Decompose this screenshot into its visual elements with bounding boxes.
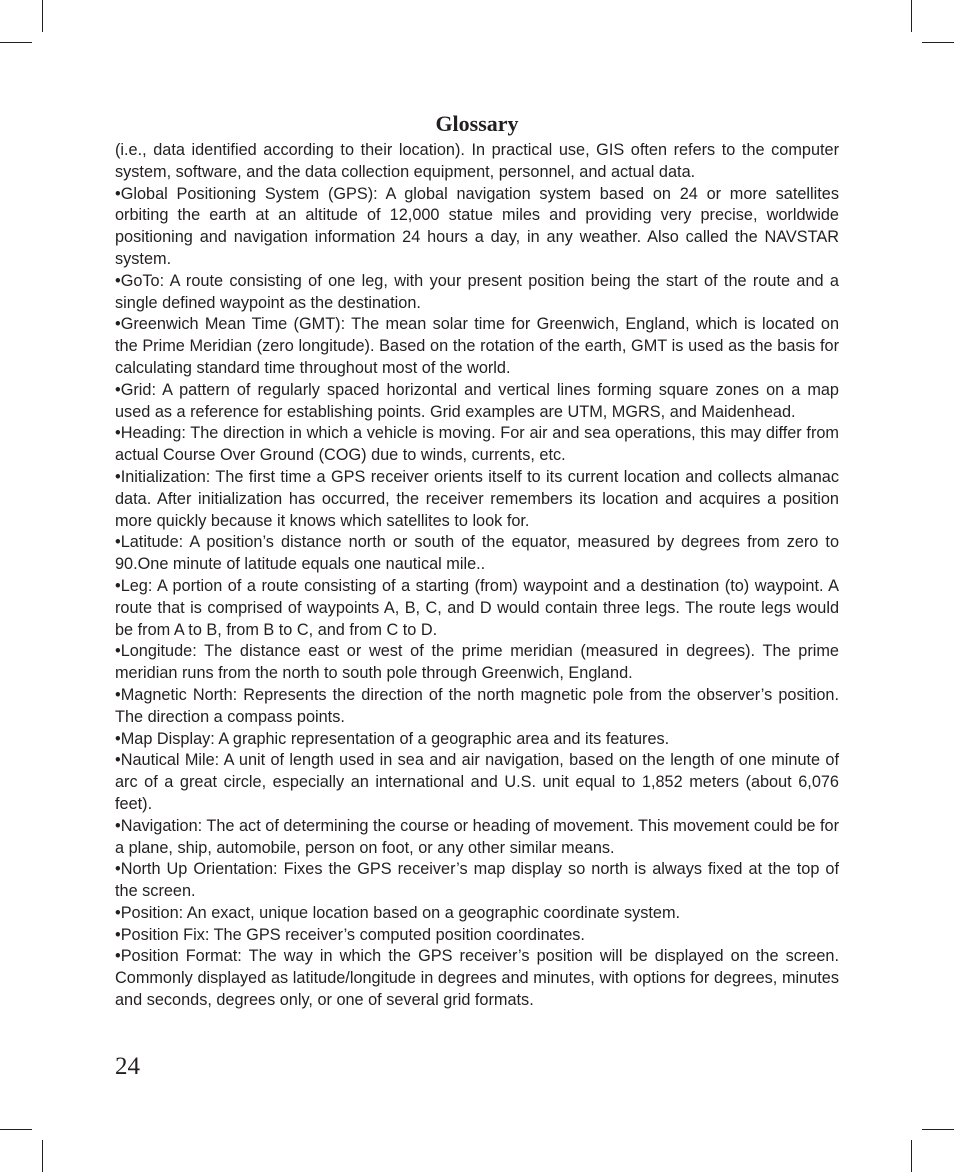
- glossary-entry-map-display: •Map Display: A graphic representation of a geographic area and its features.: [115, 729, 670, 748]
- page-number: 24: [115, 1053, 140, 1080]
- glossary-entry-latitude: •Latitude: A position’s distance north or south of the equator, measured by degrees from zero to 90.One minute of latitude equals one nautical mile..: [115, 533, 839, 574]
- glossary-entry-position-format: •Position Format: The way in which the GPS receiver’s position will be displayed on the screen. Commonly displayed as latitude/longitude in degrees and minutes, with options for degrees, minutes and seconds, degrees only, or one of several grid formats.: [115, 947, 839, 1010]
- glossary-entry-gis-continued: (i.e., data identified according to their location). In practical use, GIS often refers to the computer system, software, and the data collection equipment, personnel, and actual data.: [115, 141, 839, 181]
- glossary-entry-position: •Position: An exact, unique location based on a geographic coordinate system.: [115, 903, 681, 922]
- crop-mark-top-right-vertical: [911, 0, 912, 32]
- glossary-entry-goto: •GoTo: A route consisting of one leg, with your present position being the start of the route and a single defined waypoint as the destination.: [115, 271, 839, 312]
- glossary-entry-heading: •Heading: The direction in which a vehicle is moving. For air and sea operations, this may differ from actual Course Over Ground (COG) due to winds, currents, etc.: [115, 424, 839, 465]
- glossary-entry-north-up-orientation: •North Up Orientation: Fixes the GPS receiver’s map display so north is always fixed at the top of the screen.: [115, 860, 839, 901]
- page-title: Glossary: [435, 111, 519, 136]
- glossary-entry-navigation: •Navigation: The act of determining the course or heading of movement. This movement could be for a plane, ship, automobile, person on foot, or any other similar means.: [115, 816, 839, 857]
- crop-mark-top-left-vertical: [42, 0, 43, 32]
- glossary-entry-nautical-mile: •Nautical Mile: A unit of length used in sea and air navigation, based on the length of one minute of arc of a great circle, especially an international and U.S. unit equal to 1,852 meters (about 6,076 feet).: [115, 751, 839, 813]
- crop-mark-bottom-right-vertical: [911, 1140, 912, 1172]
- crop-mark-bottom-left-horizontal: [0, 1129, 32, 1130]
- crop-mark-bottom-right-horizontal: [922, 1129, 954, 1130]
- glossary-entry-leg: •Leg: A portion of a route consisting of a starting (from) waypoint and a destination (to) waypoint. A route that is comprised of waypoints A, B, C, and D would contain three legs. The route legs would be from A to B, from B to C, and from C to D.: [115, 576, 839, 639]
- glossary-body: [115, 140, 839, 1012]
- glossary-entry-longitude: •Longitude: The distance east or west of the prime meridian (measured in degrees). The prime meridian runs from the north to south pole through Greenwich, England.: [115, 642, 839, 683]
- glossary-entry-initialization: •Initialization: The first time a GPS receiver orients itself to its current location and collects almanac data. After initialization has occurred, the receiver remembers its location and acquires a position more quickly because it knows which satellites to look for.: [115, 467, 839, 530]
- crop-mark-bottom-left-vertical: [42, 1140, 43, 1172]
- glossary-entry-position-fix: •Position Fix: The GPS receiver’s computed position coordinates.: [115, 925, 585, 944]
- glossary-entry-magnetic-north: •Magnetic North: Represents the direction of the north magnetic pole from the observer’s position. The direction a compass points.: [115, 685, 839, 726]
- glossary-entry-grid: •Grid: A pattern of regularly spaced horizontal and vertical lines forming square zones on a map used as a reference for establishing points. Grid examples are UTM, MGRS, and Maidenhead.: [115, 380, 839, 421]
- glossary-entry-gmt: •Greenwich Mean Time (GMT): The mean solar time for Greenwich, England, which is located on the Prime Meridian (zero longitude). Based on the rotation of the earth, GMT is used as the basis for calculating standard time throughout most of the world.: [115, 315, 839, 377]
- glossary-entry-gps: •Global Positioning System (GPS): A global navigation system based on 24 or more satellites orbiting the earth at an altitude of 12,000 statue miles and providing very precise, worldwide positioning and navigation information 24 hours a day, in any weather. Also called the NAVSTAR system.: [115, 184, 839, 268]
- crop-mark-top-left-horizontal: [0, 42, 32, 43]
- crop-mark-top-right-horizontal: [922, 42, 954, 43]
